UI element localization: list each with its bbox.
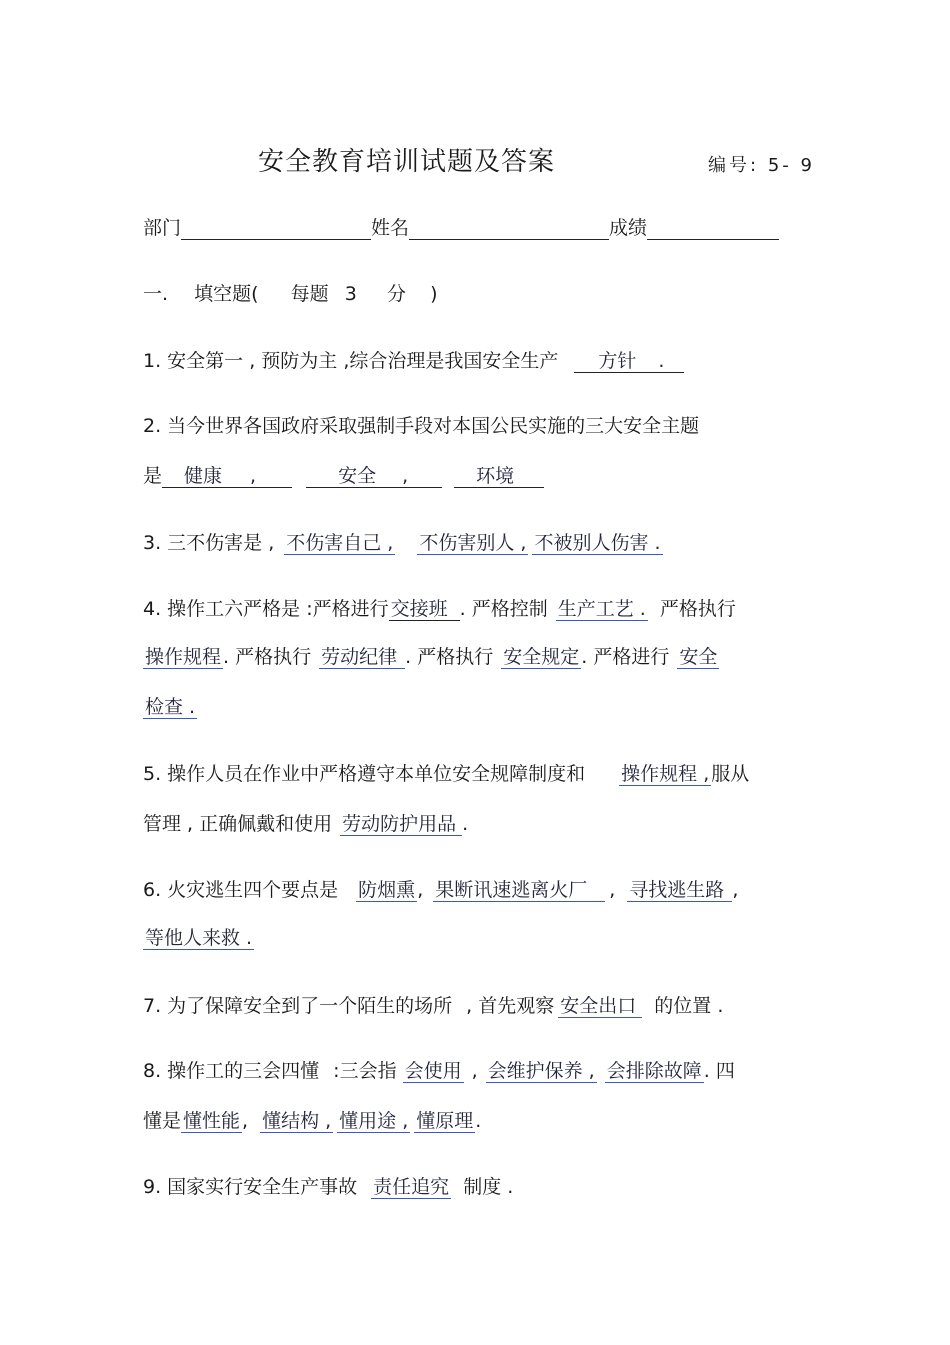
question-text: , xyxy=(417,879,424,901)
question-text: 管理 , 正确佩戴和使用 xyxy=(143,813,333,835)
answer: 操作规程 , xyxy=(621,763,710,785)
section-heading xyxy=(143,279,437,306)
question-2-line-1: 2. 当今世界各国政府采取强制手段对本国公民实施的三大安全主题 xyxy=(143,415,700,437)
answer: 懂结构 , xyxy=(262,1110,332,1132)
section-title: 填空题( xyxy=(194,283,259,305)
answer: 健康 , xyxy=(162,465,292,488)
serial-number xyxy=(708,151,815,177)
answer: 会使用 xyxy=(404,1060,462,1082)
question-text: 严格执行 xyxy=(659,598,736,620)
name-label: 姓名 xyxy=(371,217,410,239)
question-5-line-2 xyxy=(143,809,468,836)
question-text: , xyxy=(242,1110,249,1132)
question-text: . 严格进行 xyxy=(581,646,670,668)
answer: 不伤害别人 , xyxy=(419,532,527,554)
question-text: 懂是 xyxy=(143,1110,182,1132)
question-text: 3. 三不伤害是 , xyxy=(143,532,275,554)
question-text: . 严格控制 xyxy=(459,598,548,620)
question-6-line-1 xyxy=(143,875,738,902)
page-title: 安全教育培训试题及答案 xyxy=(258,147,556,177)
answer: 懂原理 xyxy=(416,1110,474,1132)
answer: 安全 xyxy=(679,646,718,668)
question-6-line-2 xyxy=(143,923,254,950)
answer: 劳动防护用品 xyxy=(340,813,462,836)
question-5-line-1 xyxy=(143,759,749,786)
answer: 不被别人伤害 . xyxy=(534,532,661,554)
serial-value: 5- 9 xyxy=(767,155,815,176)
answer: 安全规定 xyxy=(503,646,580,668)
score-label: 成绩 xyxy=(609,217,648,239)
question-text: 4. 操作工六严格是 :严格进行 xyxy=(143,598,389,620)
answer: 责任追究 xyxy=(373,1176,450,1198)
question-text: 5. 操作人员在作业中严格遵守本单位安全规障制度和 xyxy=(143,763,586,785)
points-value: 3 xyxy=(344,283,357,305)
answer: 环境 xyxy=(454,465,544,488)
question-text: 9. 国家实行安全生产事故 xyxy=(143,1176,358,1198)
question-1 xyxy=(143,346,684,373)
answer: 等他人来救 . xyxy=(145,927,253,949)
points-label: 每题 xyxy=(290,283,329,305)
info-row xyxy=(143,213,779,240)
department-field[interactable] xyxy=(181,217,371,240)
question-4-line-3 xyxy=(143,692,197,719)
answer: 懂用途 , xyxy=(339,1110,409,1132)
question-text: 服从 xyxy=(711,763,750,785)
question-8-line-1 xyxy=(143,1056,735,1083)
question-text: . xyxy=(475,1110,482,1132)
question-text: . xyxy=(462,813,469,835)
question-text: 制度 . xyxy=(463,1176,514,1198)
answer: 会排除故障 xyxy=(606,1060,702,1082)
section-close: ) xyxy=(430,283,438,305)
question-text: . 严格执行 xyxy=(223,646,312,668)
answer: 防烟熏 xyxy=(358,879,416,901)
answer: 检查 . xyxy=(145,696,196,718)
question-text: 7. 为了保障安全到了一个陌生的场所 xyxy=(143,995,453,1017)
question-text: 1. 安全第一 , 预防为主 ,综合治理是我国安全生产 xyxy=(143,350,559,372)
question-text: , xyxy=(471,1060,478,1082)
section-number: 一. xyxy=(143,283,169,305)
department-label: 部门 xyxy=(143,217,182,239)
question-7 xyxy=(143,991,723,1018)
question-4-line-1 xyxy=(143,594,736,621)
name-field[interactable] xyxy=(409,217,609,240)
answer: 生产工艺 . xyxy=(557,598,646,620)
answer: 交接班 xyxy=(389,598,460,621)
answer: 方针 . xyxy=(574,350,684,373)
answer: 不伤害自己 , xyxy=(286,532,394,554)
question-9 xyxy=(143,1172,513,1199)
answer: 安全出口 xyxy=(558,995,642,1018)
question-2-line-2 xyxy=(143,461,544,488)
question-text: 的位置 . xyxy=(654,995,724,1017)
question-3 xyxy=(143,528,663,555)
question-text: 6. 火灾逃生四个要点是 xyxy=(143,879,339,901)
question-text: . 严格执行 xyxy=(405,646,494,668)
question-text: 8. 操作工的三会四懂 xyxy=(143,1060,320,1082)
answer: 操作规程 xyxy=(145,646,222,668)
question-4-line-2 xyxy=(143,642,719,669)
question-text: :三会指 xyxy=(333,1060,397,1082)
answer: 懂性能 xyxy=(183,1110,241,1132)
answer: 安全 , xyxy=(306,465,442,488)
answer: 会维护保养 , xyxy=(487,1060,595,1082)
serial-label: 编号: xyxy=(708,155,760,176)
question-text: . 四 xyxy=(703,1060,735,1082)
question-text: , xyxy=(732,879,739,901)
answer: 寻找逃生路 xyxy=(627,879,732,902)
question-text: , 首先观察 xyxy=(466,995,555,1017)
question-8-line-2 xyxy=(143,1106,481,1133)
answer: 劳动纪律 xyxy=(319,646,405,669)
points-unit: 分 xyxy=(386,283,406,305)
score-field[interactable] xyxy=(647,217,779,240)
answer: 果断讯速逃离火厂 xyxy=(433,879,605,902)
question-text: 是 xyxy=(143,465,163,487)
question-text: , xyxy=(609,879,616,901)
